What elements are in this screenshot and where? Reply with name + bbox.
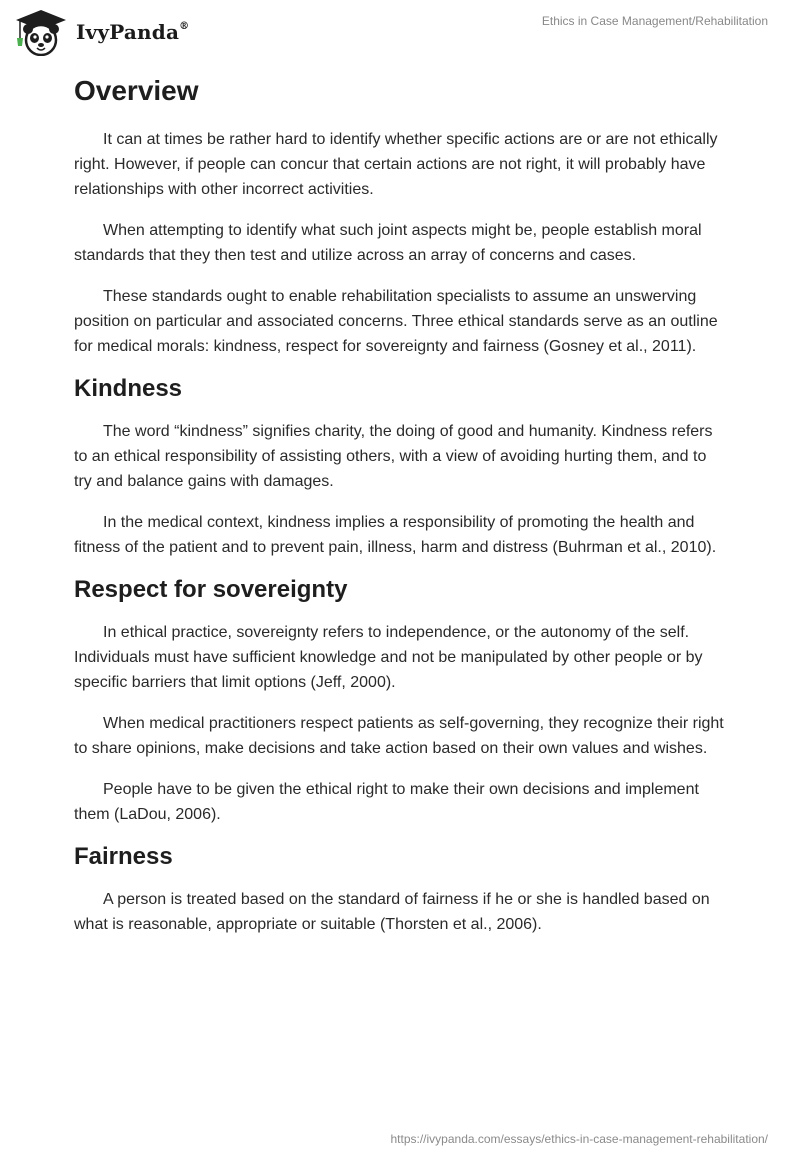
paragraph: It can at times be rather hard to identify whether specific actions are or are not ethically right. However, if people can concur that certain actions are not right, it will probably have relationships with other incorrect activities.	[74, 131, 718, 198]
section-heading: Overview	[74, 75, 199, 106]
section-heading: Kindness	[74, 375, 183, 402]
paragraph: People have to be given the ethical right to make their own decisions and implement them (LaDou, 2006).	[74, 781, 699, 823]
essay-content	[74, 70, 724, 953]
panda-graduate-icon	[12, 8, 70, 56]
source-url-link[interactable]: https://ivypanda.com/essays/ethics-in-case-management-rehabilitation/	[390, 1132, 768, 1146]
section-heading: Fairness	[74, 843, 173, 870]
section-fairness	[74, 843, 724, 937]
page-header	[0, 0, 800, 60]
document-title: Ethics in Case Management/Rehabilitation	[541, 14, 768, 28]
section-heading: Respect for sovereignty	[74, 576, 348, 603]
section-kindness	[74, 375, 724, 560]
paragraph: These standards ought to enable rehabilitation specialists to assume an unswerving position on particular and associated concerns. Three ethical standards serve as an outline for medical morals: kindness, respect for sovereignty and fairness (Gosney et al., 2011).	[74, 288, 718, 355]
paragraph: When attempting to identify what such joint aspects might be, people establish moral standards that they then test and utilize across an array of concerns and cases.	[74, 222, 702, 264]
paragraph: When medical practitioners respect patients as self-governing, they recognize their right to share opinions, make decisions and take action based on their own values and wishes.	[74, 715, 724, 757]
paragraph: In ethical practice, sovereignty refers to independence, or the autonomy of the self. Individuals must have sufficient knowledge and not be manipulated by other people or by specific barriers that limit options (Jeff, 2000).	[74, 624, 703, 691]
paragraph: In the medical context, kindness implies a responsibility of promoting the health and fitness of the patient and to prevent pain, illness, harm and distress (Buhrman et al., 2010).	[74, 514, 717, 556]
paragraph: A person is treated based on the standard of fairness if he or she is handled based on what is reasonable, appropriate or suitable (Thorsten et al., 2006).	[74, 891, 710, 933]
brand-name: IvyPanda®	[76, 20, 190, 44]
section-overview	[74, 75, 724, 359]
paragraph: The word “kindness” signifies charity, the doing of good and humanity. Kindness refers to an ethical responsibility of assisting others, with a view of avoiding hurting them, and to try and balance gains with damages.	[74, 423, 713, 490]
section-respect-for-sovereignty	[74, 576, 724, 827]
brand-logo-link[interactable]	[12, 8, 189, 56]
